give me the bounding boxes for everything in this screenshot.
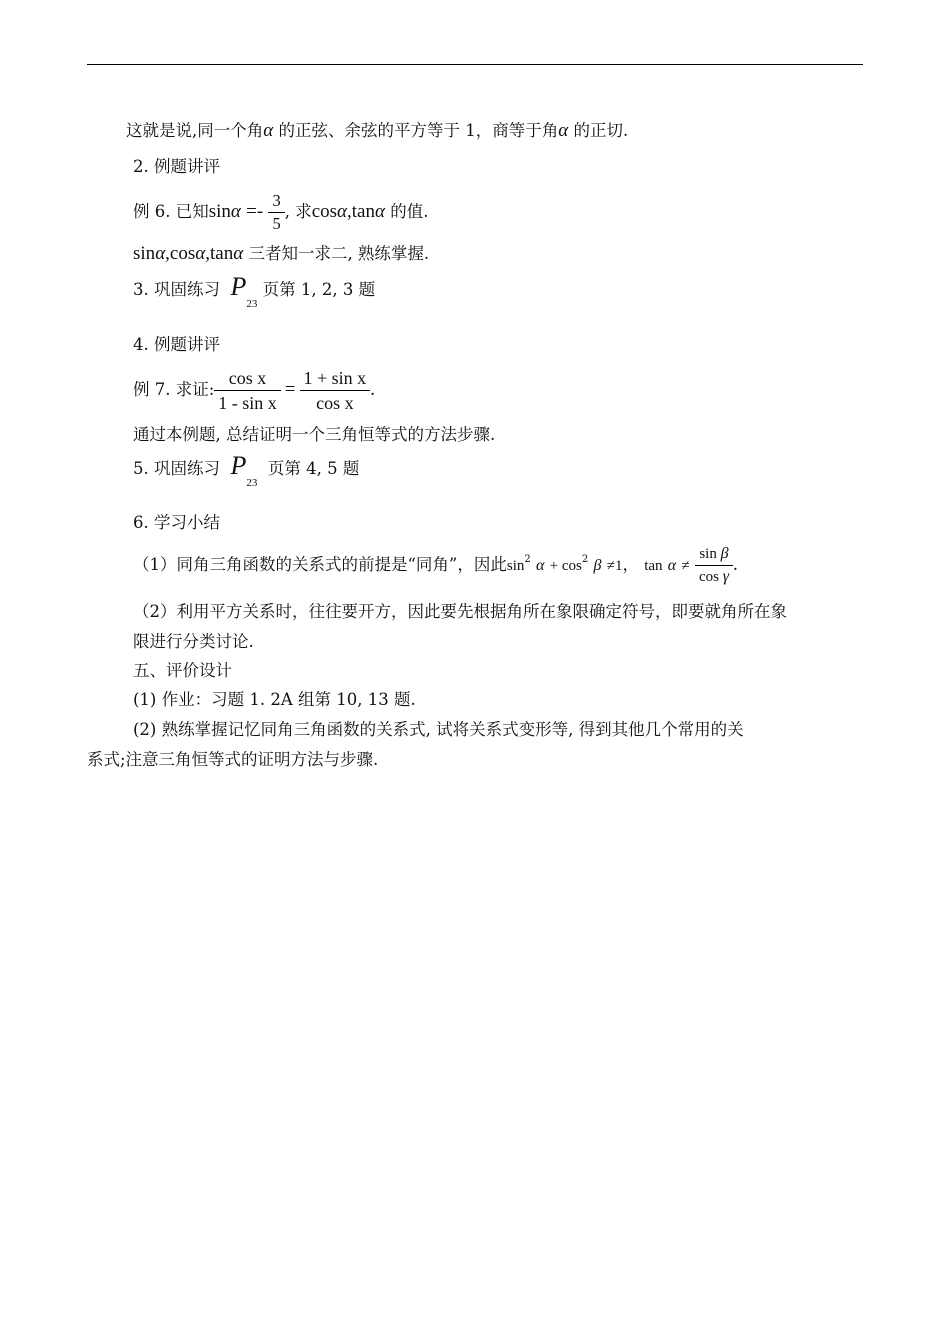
summary-2-line-2: 限进行分类讨论. [133, 632, 254, 651]
example-6-mid: , 求 [284, 202, 312, 221]
exponent-2: 2 [581, 554, 589, 565]
homework-2-line-1: (2) 熟练掌握记忆同角三角函数的关系式, 试将关系式变形等, 得到其他几个常用的关 [133, 720, 744, 739]
section-2-heading: 2. 例题讲评 [133, 157, 220, 176]
cos-function: cos [311, 201, 338, 222]
beta-symbol: β [593, 557, 602, 574]
section-3-label: 3. 巩固练习 [133, 280, 220, 299]
fraction-three-fifths [268, 190, 284, 235]
alpha-symbol: α [667, 557, 677, 574]
example-6-prefix: 例 6. 已知 [133, 202, 209, 221]
section-3-text: 页第 1, 2, 3 题 [262, 280, 376, 299]
section-5-text: 页第 4, 5 题 [267, 459, 360, 478]
fraction-denominator: 5 [272, 214, 281, 233]
sin-function: sin [133, 243, 156, 264]
sin-beta-over-cos-gamma [695, 543, 733, 588]
right-fraction [300, 366, 371, 415]
separator: ， [622, 555, 639, 574]
gamma-symbol: γ [722, 568, 729, 585]
intro-text-1: 这就是说,同一个角 [126, 121, 264, 140]
fraction-numerator: 3 [268, 190, 284, 213]
fraction-denominator [695, 566, 733, 588]
section-5-label: 5. 巩固练习 [133, 459, 220, 478]
left-fraction [214, 366, 281, 415]
sin-function: sin [699, 546, 717, 562]
right-denominator: cos x [316, 393, 354, 413]
summary-point-1 [133, 540, 738, 590]
right-numerator: 1 + sin x [300, 366, 371, 391]
intro-sentence [126, 120, 628, 142]
section-6-heading: 6. 学习小结 [133, 513, 220, 532]
example-6-note-text: 三者知一求二, 熟练掌握. [248, 244, 430, 263]
alpha-symbol: α [263, 120, 274, 141]
example-7 [133, 363, 375, 417]
comma: , [205, 243, 210, 264]
alpha-symbol: α [155, 243, 166, 264]
period: . [370, 379, 375, 400]
homework-2-line-2: 系式;注意三角恒等式的证明方法与步骤. [87, 750, 379, 769]
summary-2-line-1: （2）利用平方关系时，往往要开方，因此要先根据角所在象限确定符号，即要就角所在象 [133, 602, 787, 621]
equals-minus: =- [246, 201, 264, 222]
beta-symbol: β [720, 545, 729, 562]
section-4-heading: 4. 例题讲评 [133, 335, 220, 354]
tan-function: tan [351, 201, 375, 222]
alpha-symbol: α [374, 201, 385, 222]
plus-cos: + cos [549, 558, 582, 574]
not-equal-sign: ≠ [681, 558, 690, 574]
left-denominator: 1 - sin x [218, 393, 277, 413]
not-equal-one: ≠1 [606, 558, 623, 574]
exponent-2: 2 [524, 554, 531, 565]
alpha-symbol: α [536, 557, 545, 574]
alpha-symbol: α [558, 120, 569, 141]
comma: , [165, 243, 170, 264]
section-five-heading: 五、评价设计 [133, 661, 232, 680]
sin-function: sin [506, 558, 525, 574]
alpha-symbol: α [233, 243, 244, 264]
homework-1: (1) 作业：习题 1. 2A 组第 10, 13 题. [133, 690, 416, 709]
example-7-note: 通过本例题, 总结证明一个三角恒等式的方法步骤. [133, 425, 496, 444]
intro-text-3: 的正切. [573, 121, 629, 140]
section-3-practice [133, 272, 376, 316]
cos-function: cos [169, 243, 196, 264]
page-subscript: 23 [246, 477, 258, 489]
tan-function: tan [209, 243, 234, 264]
intro-text-2: 的正弦、余弦的平方等于 1，商等于角 [278, 121, 559, 140]
period: . [733, 554, 738, 575]
alpha-symbol: α [195, 243, 206, 264]
alpha-symbol: α [230, 201, 241, 222]
comma: , [347, 201, 352, 222]
example-7-prefix: 例 7. 求证: [133, 380, 215, 399]
left-numerator: cos x [214, 366, 281, 391]
example-6 [133, 186, 428, 238]
tan-function: tan [644, 558, 663, 574]
example-6-note [133, 243, 429, 265]
page-P-symbol: P [230, 451, 247, 480]
section-5-practice [133, 451, 360, 495]
summary-1-text: （1）同角三角函数的关系式的前提是“同角”，因此 [133, 555, 507, 574]
sin-function: sin [208, 201, 231, 222]
cos-function: cos [698, 569, 719, 585]
page-P-symbol: P [230, 272, 247, 301]
fraction-numerator [695, 543, 733, 566]
equals-sign: = [284, 379, 296, 400]
header-rule [87, 64, 863, 65]
page-subscript: 23 [246, 298, 258, 310]
alpha-symbol: α [337, 201, 348, 222]
example-6-suffix: 的值. [390, 202, 429, 221]
